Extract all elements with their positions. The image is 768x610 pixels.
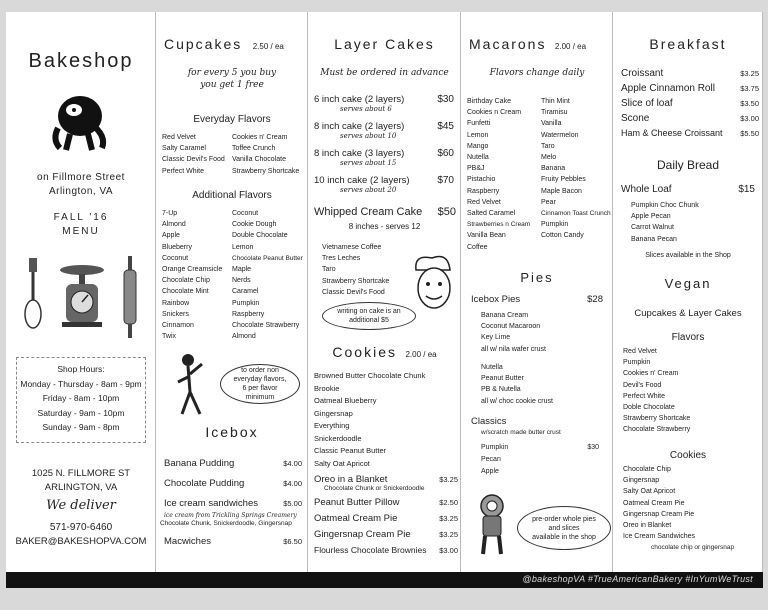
item-price: $3.25 bbox=[439, 514, 458, 523]
email-link[interactable]: BAKER@BAKESHOPVA.COM bbox=[15, 536, 147, 547]
flavor-item: Cookie Dough bbox=[232, 221, 277, 229]
flavor-item: Double Chocolate bbox=[232, 232, 288, 240]
item-price: $15 bbox=[738, 184, 755, 195]
item-price: $3.75 bbox=[740, 84, 759, 93]
loaf-item bbox=[621, 184, 755, 195]
cupcakes-title: Cupcakes bbox=[164, 36, 243, 52]
item-price: $30 bbox=[587, 444, 599, 451]
item-price: $60 bbox=[437, 148, 454, 159]
flavor-item: Red Velvet bbox=[162, 134, 196, 141]
flavor-item: Orange Creamsicle bbox=[162, 266, 223, 274]
item-price: $30 bbox=[437, 94, 454, 105]
macarons-title: Macarons bbox=[469, 36, 547, 52]
bubble-text: available in the shop bbox=[532, 533, 596, 541]
flavor-item: Snickers bbox=[162, 310, 189, 318]
item-price: $5.00 bbox=[283, 499, 302, 508]
icebox-flavors-note: Chocolate Chunk, Snickerdoodle, Gingersnap bbox=[160, 520, 292, 527]
cookie-item: Oatmeal Blueberry bbox=[314, 396, 377, 405]
additional-title: Additional Flavors bbox=[192, 190, 272, 201]
item-name: Whole Loaf bbox=[621, 184, 672, 195]
bubble-text: to order non bbox=[241, 367, 279, 374]
cake-item bbox=[314, 94, 454, 121]
cupcakes-price: 2.50 / ea bbox=[252, 42, 284, 51]
serves-note: serves about 6 bbox=[340, 105, 392, 113]
flavor-item: Classic Devil's Food bbox=[162, 156, 225, 164]
everyday-right-list bbox=[232, 132, 308, 177]
cookie-item: Salty Oat Apricot bbox=[623, 488, 676, 496]
flavor-item: Tiramisu bbox=[541, 109, 568, 117]
layer-cakes-title: Layer Cakes bbox=[334, 36, 435, 52]
flavor-item: Salty Caramel bbox=[162, 145, 206, 153]
cookie-item: Brookie bbox=[314, 383, 340, 393]
serves-note: serves about 15 bbox=[340, 159, 397, 167]
flavor-item: Coconut bbox=[162, 254, 189, 262]
flavor-item: Red Velvet bbox=[623, 348, 657, 355]
flavor-item: Perfect White bbox=[162, 167, 205, 175]
flavor-item: Lemon bbox=[467, 131, 489, 139]
advance-note: Must be ordered in advance bbox=[320, 68, 449, 78]
bubble-text: and slices bbox=[548, 524, 580, 532]
item-name: Gingersnap Cream Pie bbox=[314, 529, 411, 540]
breakfast-item bbox=[621, 126, 759, 141]
macaron-left-list bbox=[467, 96, 541, 253]
pie-item: Peanut Butter bbox=[481, 375, 524, 383]
breakfast-item bbox=[621, 111, 759, 126]
flavor-item: Mango bbox=[467, 142, 489, 150]
cookie-item: Salty Oat Apricot bbox=[314, 458, 370, 468]
pie-item: Apple bbox=[481, 468, 499, 475]
item-name: Chocolate Pudding bbox=[164, 478, 245, 489]
flavor-item: 7-Up bbox=[162, 210, 178, 217]
icebox-list bbox=[164, 454, 302, 514]
flavor-item: Taro bbox=[541, 142, 555, 150]
promo-line: for every 5 you buy bbox=[187, 68, 277, 78]
icebox-item bbox=[164, 474, 302, 494]
loaf-flavor-list bbox=[631, 200, 751, 245]
everyday-left-list bbox=[162, 132, 232, 177]
item-name: Scone bbox=[621, 113, 650, 124]
item-price: $5.50 bbox=[740, 129, 759, 138]
flavor-item: Salted Caramel bbox=[467, 210, 516, 218]
item-note: Chocolate Chunk or Snickerdoodle bbox=[324, 485, 425, 492]
bubble-text: writing on cake is an bbox=[337, 308, 401, 315]
extras-list bbox=[314, 474, 458, 561]
flavor-item: Apple Pecan bbox=[631, 213, 671, 221]
slices-note: Slices available in the Shop bbox=[645, 252, 731, 259]
flavor-item: Maple Bacon bbox=[541, 187, 582, 195]
writing-note-bubble bbox=[322, 302, 416, 330]
shop-title: Bakeshop bbox=[28, 50, 134, 72]
footer-bar bbox=[6, 572, 763, 588]
bubble-text: minimum bbox=[245, 394, 275, 401]
icebox-pie-group-1 bbox=[481, 310, 601, 355]
flavor-item: Perfect White bbox=[623, 392, 666, 400]
cookie-item: Browned Butter Chocolate Chunk bbox=[314, 371, 426, 380]
flavor-item: Pumpkin bbox=[623, 359, 651, 367]
extra-item bbox=[314, 474, 458, 497]
item-price: $3.25 bbox=[439, 475, 458, 484]
vegan-flavors-title: Flavors bbox=[671, 332, 705, 343]
whisk-icon bbox=[20, 256, 46, 332]
flavor-item: Rainbow bbox=[162, 299, 190, 307]
menu-sheet bbox=[6, 12, 763, 588]
icebox-item bbox=[164, 494, 302, 514]
item-name: Icebox Pies bbox=[471, 294, 521, 305]
item-price: $6.50 bbox=[283, 537, 302, 546]
classics-note: w/scratch made butter crust bbox=[481, 429, 561, 436]
flavor-item: Strawberry Shortcake bbox=[232, 167, 300, 175]
cookie-item: Ice Cream Sandwiches bbox=[623, 533, 695, 541]
breakfast-item bbox=[621, 96, 759, 111]
flavor-item: Cookies n' Cream bbox=[232, 134, 288, 141]
diver-icon bbox=[475, 494, 509, 556]
breakfast-item bbox=[621, 81, 759, 96]
flavor-item: Caramel bbox=[232, 288, 259, 296]
hours-line: Sunday - 9am - 8pm bbox=[42, 422, 120, 432]
cookie-item: Snickerdoodle bbox=[314, 433, 362, 443]
flavor-item: Funfetti bbox=[467, 120, 491, 128]
vegan-cookie-list bbox=[623, 464, 761, 554]
column-macarons bbox=[461, 12, 613, 572]
flavor-item: Toffee Crunch bbox=[232, 145, 276, 153]
hours-line: Saturday - 9am - 10pm bbox=[37, 407, 125, 418]
flavor-item: Vanilla Chocolate bbox=[232, 156, 286, 164]
flavor-item: Pear bbox=[541, 198, 556, 206]
bubble-text: pre-order whole pies bbox=[532, 515, 596, 523]
cake-list bbox=[314, 94, 454, 202]
item-name: Oatmeal Cream Pie bbox=[314, 513, 398, 524]
gorilla-logo-icon bbox=[44, 88, 116, 152]
whipped-size: 8 inches - serves 12 bbox=[348, 222, 421, 231]
flavor-item: Cookies n Cream bbox=[467, 109, 522, 117]
item-price: $28 bbox=[587, 294, 603, 305]
rolling-pin-icon bbox=[122, 256, 138, 340]
vegan-title: Vegan bbox=[664, 276, 712, 291]
column-breakfast bbox=[613, 12, 763, 572]
whipped-flavor-list bbox=[322, 242, 422, 298]
flavor-item: Nutella bbox=[467, 154, 489, 162]
extra-item bbox=[314, 545, 458, 561]
column-about bbox=[6, 12, 156, 572]
additional-left-list bbox=[162, 208, 232, 342]
cookie-item: Everything bbox=[314, 421, 350, 430]
serves-note: serves about 10 bbox=[340, 132, 397, 140]
classics-title: Classics bbox=[471, 416, 507, 427]
macarons-header bbox=[469, 36, 613, 54]
flavor-item: Vanilla Bean bbox=[467, 232, 506, 240]
vegan-subtitle: Cupcakes & Layer Cakes bbox=[634, 308, 742, 319]
cookie-item: Gingersnap bbox=[314, 408, 353, 418]
flavor-item: Devil's Food bbox=[623, 381, 662, 389]
flavor-item: Strawberry Shortcake bbox=[623, 415, 691, 423]
pie-item: Banana Cream bbox=[481, 312, 529, 319]
item-price: $2.50 bbox=[439, 498, 458, 507]
item-name: Ice cream sandwiches bbox=[164, 498, 258, 509]
flavor-item: Raspberry bbox=[467, 187, 500, 195]
cookie-item: Oreo in Blanket bbox=[623, 522, 672, 530]
item-name: 8 inch cake (2 layers) bbox=[314, 121, 405, 132]
flavor-item: Fruity Pebbles bbox=[541, 176, 586, 184]
macarons-price: 2.00 / ea bbox=[554, 42, 587, 51]
item-name: 6 inch cake (2 layers) bbox=[314, 94, 405, 105]
flavor-item: Carrot Walnut bbox=[631, 224, 674, 232]
flavor-item: Almond bbox=[162, 221, 186, 229]
flavor-item: Maple bbox=[232, 266, 252, 274]
flavor-item: Thin Mint bbox=[541, 98, 570, 105]
pie-crust-note: all w/ choc cookie crust bbox=[481, 397, 553, 405]
flavor-item: Banana bbox=[541, 165, 566, 173]
cookies-title: Cookies bbox=[332, 344, 397, 360]
pie-item: Key Lime bbox=[481, 334, 511, 342]
item-price: $3.00 bbox=[439, 546, 458, 555]
flavor-item: Coffee bbox=[467, 243, 488, 251]
cookie-note: chocolate chip or gingersnap bbox=[651, 544, 735, 552]
flavor-item: Cinnamon bbox=[162, 322, 194, 330]
scale-icon bbox=[58, 262, 106, 328]
flavor-item: Pistachio bbox=[467, 176, 496, 184]
vegan-flavor-list bbox=[623, 346, 759, 436]
flavor-item: Pumpkin bbox=[541, 221, 569, 229]
icebox-pie-group-2 bbox=[481, 362, 601, 407]
macarons-subtitle: Flavors change daily bbox=[489, 68, 585, 78]
serves-note: serves about 20 bbox=[340, 186, 397, 194]
cupcakes-header bbox=[164, 36, 304, 54]
menu-label: MENU bbox=[62, 226, 100, 237]
item-name: 10 inch cake (2 layers) bbox=[314, 175, 410, 186]
flavor-item: Watermelon bbox=[541, 131, 579, 139]
flavor-item: Almond bbox=[232, 333, 256, 341]
breakfast-title: Breakfast bbox=[649, 36, 727, 52]
extra-item bbox=[314, 513, 458, 529]
cookie-item: Gingersnap bbox=[623, 477, 660, 485]
everyday-title: Everyday Flavors bbox=[193, 114, 271, 125]
item-price: $3.50 bbox=[740, 99, 759, 108]
flavor-item: Chocolate Strawberry bbox=[232, 322, 300, 330]
cookies-header bbox=[308, 344, 461, 362]
flavor-item: Apple bbox=[162, 232, 180, 240]
flavor-item: Blueberry bbox=[162, 243, 192, 251]
social-tags: @bakeshopVA #TrueAmericanBakery #InYumWeTrust bbox=[522, 574, 753, 584]
flavor-item: PB&J bbox=[467, 165, 485, 173]
item-name: Pumpkin bbox=[481, 444, 509, 451]
item-name: Flourless Chocolate Brownies bbox=[314, 545, 427, 555]
breakfast-list bbox=[621, 66, 759, 141]
breakfast-item bbox=[621, 66, 759, 81]
item-name: Slice of loaf bbox=[621, 98, 673, 109]
pie-crust-note: all w/ nila wafer crust bbox=[481, 345, 546, 353]
item-name: Oreo in a Blanket bbox=[314, 474, 388, 485]
whipped-cake-item bbox=[314, 206, 456, 218]
flavor-item: Strawberry Shortcake bbox=[322, 277, 390, 285]
chef-face-icon bbox=[408, 252, 458, 314]
column-layer-cakes bbox=[308, 12, 461, 572]
cookie-item: Classic Peanut Butter bbox=[314, 446, 387, 455]
item-name: Whipped Cream Cake bbox=[314, 206, 423, 218]
item-name: Banana Pudding bbox=[164, 458, 235, 469]
flavor-item: Red Velvet bbox=[467, 198, 501, 206]
order-bubble bbox=[220, 364, 300, 404]
address-street: on Fillmore Street bbox=[37, 172, 125, 183]
item-price: $70 bbox=[437, 175, 454, 186]
pies-title: Pies bbox=[520, 270, 554, 285]
item-name: Apple Cinnamon Roll bbox=[621, 83, 715, 94]
promo-line: you get 1 free bbox=[200, 80, 264, 90]
item-price: $3.25 bbox=[439, 530, 458, 539]
flavor-item: Raspberry bbox=[232, 310, 265, 318]
item-price: $4.00 bbox=[283, 479, 302, 488]
chef-figure-icon bbox=[174, 352, 210, 418]
flavor-item: Banana Pecan bbox=[631, 235, 677, 243]
flavor-item: Chocolate Chip bbox=[162, 277, 210, 285]
flavor-item: Pumpkin Choc Chunk bbox=[631, 202, 699, 209]
item-name: 8 inch cake (3 layers) bbox=[314, 148, 405, 159]
vegan-cookies-title: Cookies bbox=[669, 450, 707, 461]
pie-item: PB & Nutella bbox=[481, 386, 521, 394]
classic-pie-list bbox=[481, 442, 599, 478]
flavor-item: Nerds bbox=[232, 277, 251, 285]
cookie-item: Gingersnap Cream Pie bbox=[623, 510, 695, 518]
flavor-item: Vietnamese Coffee bbox=[322, 244, 382, 251]
flavor-item: Chocolate Strawberry bbox=[623, 426, 691, 434]
item-price: $45 bbox=[437, 121, 454, 132]
extra-item bbox=[314, 497, 458, 513]
item-price: $3.00 bbox=[740, 114, 759, 123]
item-price: $4.00 bbox=[283, 459, 302, 468]
flavor-item: Coconut bbox=[232, 210, 259, 217]
flavor-item: Vanilla bbox=[541, 120, 562, 128]
deliver-note: We deliver bbox=[46, 498, 116, 513]
item-name: Peanut Butter Pillow bbox=[314, 497, 400, 508]
pie-item: Pecan bbox=[481, 456, 501, 463]
flavor-item: Lemon bbox=[232, 243, 254, 251]
flavor-item: Chocolate Mint bbox=[162, 288, 209, 296]
item-price: $50 bbox=[437, 206, 456, 218]
item-name: Croissant bbox=[621, 68, 664, 79]
hours-line: Monday - Thursday - 8am - 9pm bbox=[20, 378, 142, 389]
cake-item bbox=[314, 121, 454, 148]
bubble-text: everyday flavors, bbox=[233, 376, 287, 383]
cookie-item: Chocolate Chip bbox=[623, 466, 671, 473]
city-address: ARLINGTON, VA bbox=[44, 482, 118, 493]
pie-item bbox=[481, 442, 599, 454]
extra-item bbox=[314, 529, 458, 545]
flavor-item: Classic Devil's Food bbox=[322, 288, 385, 296]
hours-title: Shop Hours: bbox=[57, 364, 105, 374]
icebox-title: Icebox bbox=[205, 424, 259, 440]
column-cupcakes bbox=[156, 12, 308, 572]
item-name: Ham & Cheese Croissant bbox=[621, 128, 723, 138]
flavor-item: Chocolate Peanut Butter bbox=[232, 254, 303, 262]
season-label: FALL '16 bbox=[53, 212, 109, 223]
pie-item: Coconut Macaroon bbox=[481, 323, 541, 331]
icebox-item bbox=[164, 454, 302, 474]
flavor-item: Cinnamon Toast Crunch bbox=[541, 210, 611, 218]
bubble-text: additional $5 bbox=[349, 317, 389, 324]
additional-right-list bbox=[232, 208, 308, 342]
street-address: 1025 N. FILLMORE ST bbox=[31, 468, 131, 479]
phone-link[interactable]: 571-970-6460 bbox=[49, 522, 113, 533]
shop-hours-box bbox=[16, 357, 146, 443]
bubble-text: 6 per flavor bbox=[242, 385, 278, 392]
flavor-item: Doble Chocolate bbox=[623, 404, 675, 412]
macaron-right-list bbox=[541, 96, 613, 242]
flavor-item: Melo bbox=[541, 154, 557, 162]
cookie-list bbox=[314, 370, 461, 470]
flavor-item: Taro bbox=[322, 266, 336, 274]
cake-item bbox=[314, 148, 454, 175]
cookies-price: 2.00 / ea bbox=[405, 350, 437, 359]
pie-item: Nutella bbox=[481, 364, 503, 371]
cookie-item: Oatmeal Cream Pie bbox=[623, 499, 685, 507]
item-price: $3.25 bbox=[740, 69, 759, 78]
bread-title: Daily Bread bbox=[656, 158, 720, 172]
flavor-item: Tres Leches bbox=[322, 255, 361, 263]
preorder-bubble bbox=[517, 506, 611, 550]
cake-item bbox=[314, 175, 454, 202]
address-city: Arlington, VA bbox=[48, 186, 114, 197]
flavor-item: Pumpkin bbox=[232, 299, 260, 307]
item-name: Macwiches bbox=[164, 536, 211, 547]
flavor-item: Twix bbox=[162, 333, 176, 341]
flavor-item: Cookies n' Cream bbox=[623, 370, 679, 378]
icebox-pies-item bbox=[471, 294, 603, 305]
icebox-source-note: ice cream from Trickling Springs Creamery bbox=[164, 512, 297, 519]
macwiches-item bbox=[164, 536, 302, 547]
flavor-item: Birthday Cake bbox=[467, 98, 511, 105]
hours-line: Friday - 8am - 10pm bbox=[42, 393, 120, 403]
flavor-item: Cotton Candy bbox=[541, 232, 584, 240]
flavor-item: Strawberries n Cream bbox=[467, 221, 531, 229]
